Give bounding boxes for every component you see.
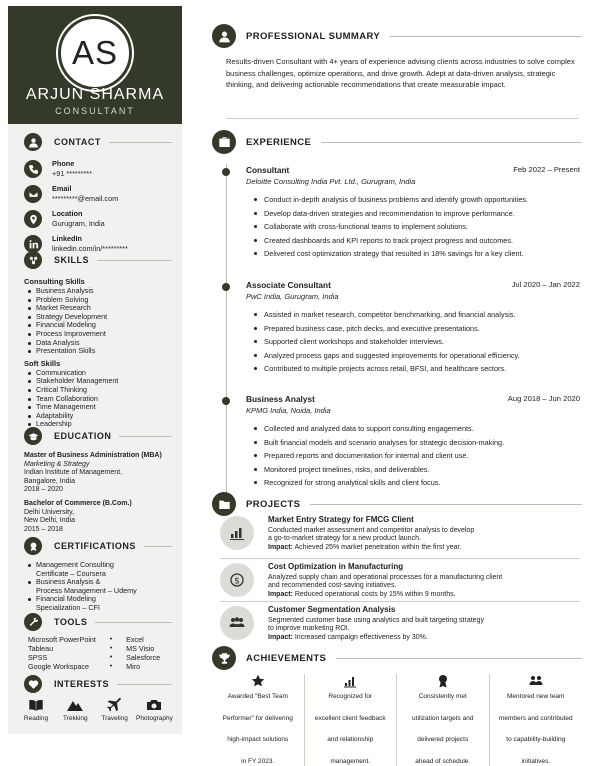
job-bullet: Recognized for strong analytical skills and client focus. <box>258 476 580 490</box>
job-bullet: Collaborate with cross-functional teams to implement solutions. <box>258 220 580 234</box>
timeline-dot <box>222 168 230 176</box>
tool-item: Microsoft PowerPoint <box>28 635 96 644</box>
briefcase-icon <box>212 130 236 154</box>
timeline-dot <box>222 283 230 291</box>
job-title: Business Analyst <box>246 394 315 404</box>
achievement-text: initiatives. <box>521 757 551 765</box>
star-icon <box>251 674 265 688</box>
skill-item: Process Improvement <box>28 330 182 339</box>
linkedin-value[interactable]: linkedin.com/in/********* <box>52 243 128 253</box>
skill-item: Team Collaboration <box>28 395 182 404</box>
skill-item: Communication <box>28 369 182 378</box>
skill-item: Adaptability <box>28 412 182 421</box>
project-impact: Increased campaign effectiveness by 30%. <box>294 634 428 642</box>
edu-city: New Delhi, India <box>24 517 75 525</box>
achievement-item <box>397 674 490 766</box>
linkedin-label: LinkedIn <box>52 234 82 243</box>
job-bullet: Monitored project timelines, risks, and deliverables. <box>258 463 580 477</box>
project-desc: Segmented customer base using analytics and built targeting strategy <box>268 616 484 624</box>
tool-item: Salesforce <box>126 653 161 662</box>
skill-item: Stakeholder Management <box>28 377 182 386</box>
experience-header <box>212 130 582 154</box>
project-impact: Reduced operational costs by 15% within 9 months. <box>294 591 456 599</box>
project-item <box>220 563 580 600</box>
person-icon <box>212 24 236 48</box>
project-desc: and recommended cost-saving initiatives. <box>268 582 397 590</box>
graduation-cap-icon <box>24 427 42 445</box>
achievement-text: delivered projects <box>417 736 469 744</box>
profile-role: CONSULTANT <box>55 106 135 116</box>
interest-photography <box>136 698 172 722</box>
achievements-title: ACHIEVEMENTS <box>246 652 327 664</box>
achievement-text: to capability-building <box>506 736 566 744</box>
profile-name: ARJUN SHARMA <box>25 86 165 103</box>
achievement-text: high-impact solutions <box>227 736 289 744</box>
project-item <box>220 606 580 643</box>
interest-label: Trekking <box>62 715 88 722</box>
timeline-dot <box>222 397 230 405</box>
divider <box>220 558 580 559</box>
location-icon <box>24 210 42 228</box>
job-bullet: Delivered cost optimization strategy that resulted in 18% savings for a key client. <box>258 247 580 261</box>
divider <box>226 118 578 119</box>
interest-trekking <box>57 698 93 722</box>
phone-icon <box>24 160 42 178</box>
email-icon <box>24 185 42 203</box>
sidebar <box>8 6 182 734</box>
certification-provider: Process Management – Udemy <box>36 585 137 595</box>
skill-item: Presentation Skills <box>28 347 182 356</box>
education-section <box>8 426 182 534</box>
certification-provider: Specialization – CFI <box>36 602 100 612</box>
achievement-text: excellent client feedback <box>314 714 386 722</box>
interest-label: Photography <box>135 715 173 722</box>
achievement-item <box>305 674 398 766</box>
job-item <box>226 394 580 490</box>
skills-title: SKILLS <box>54 255 90 265</box>
skills-icon <box>24 251 42 269</box>
interest-reading <box>18 698 54 722</box>
tools-icon <box>24 613 42 631</box>
summary-title: PROFESSIONAL SUMMARY <box>246 30 381 42</box>
interests-section <box>8 674 182 722</box>
group-icon <box>220 606 254 640</box>
soft-skills-list <box>8 369 182 429</box>
tool-item: Excel <box>126 635 144 644</box>
experience-title: EXPERIENCE <box>246 136 312 148</box>
job-bullet: Analyzed process gaps and suggested improvements for operational efficiency. <box>258 349 580 363</box>
job-bullet: Prepared reports and documentation for internal and client use. <box>258 449 580 463</box>
project-desc: a go-to-market strategy for a new product launch. <box>268 535 421 543</box>
job-bullet: Supported client workshops and stakeholder interviews. <box>258 335 580 349</box>
divider <box>220 601 580 602</box>
job-bullets <box>226 308 580 376</box>
job-bullet: Conduct in-depth analysis of business problems and identify growth opportunities. <box>258 193 580 207</box>
job-bullet: Contributed to multiple projects across retail, BFSI, and healthcare sectors. <box>258 362 580 376</box>
impact-label: Impact: <box>268 591 293 599</box>
phone-label: Phone <box>52 159 75 168</box>
person-icon <box>24 133 42 151</box>
interests-list <box>8 694 182 722</box>
impact-label: Impact: <box>268 634 293 642</box>
contact-title: CONTACT <box>54 137 101 147</box>
skill-item: Time Management <box>28 403 182 412</box>
achievement-item <box>212 674 305 766</box>
job-company: PwC India, Gurugram, India <box>246 292 339 301</box>
tool-item: Google Workspace <box>28 662 89 671</box>
job-bullet: Collected and analyzed data to support consulting engagements. <box>258 422 580 436</box>
job-item <box>226 280 580 376</box>
edu-school: Delhi University, <box>24 508 75 516</box>
avatar <box>58 16 132 90</box>
camera-icon <box>146 698 162 712</box>
achievements-list <box>212 674 582 766</box>
achievement-text: Mentored new team <box>507 693 565 700</box>
skill-item: Problem Solving <box>28 296 182 305</box>
profile-header <box>8 6 182 124</box>
project-impact: Achieved 25% market penetration within the first year. <box>294 544 462 552</box>
achievement-text: and relationship <box>327 736 374 744</box>
job-bullets <box>226 422 580 490</box>
achievement-item <box>490 674 583 766</box>
certifications-title: CERTIFICATIONS <box>54 541 136 551</box>
job-bullet: Built financial models and scenario analyses for strategic decision-making. <box>258 436 580 450</box>
achievement-text: Recognized for <box>328 693 373 700</box>
email-label: Email <box>52 184 72 193</box>
soft-skills-title: Soft Skills <box>24 358 61 368</box>
skills-section <box>8 250 182 429</box>
svg-text:$: $ <box>234 576 240 587</box>
education-item-mba <box>8 452 182 495</box>
certifications-section <box>8 536 182 613</box>
edu-years: 2018 – 2020 <box>24 486 63 494</box>
certification-name: Business Analysis & <box>36 577 101 587</box>
certifications-list <box>8 561 182 613</box>
job-item <box>226 165 580 261</box>
certificate-icon <box>24 537 42 555</box>
tools-section <box>8 612 182 671</box>
project-desc: Analyzed supply chain and operational processes for a manufacturing client <box>268 573 503 581</box>
chart-icon <box>343 674 357 688</box>
job-company: Deloitte Consulting India Pvt. Ltd., Gurugram, India <box>246 177 416 186</box>
projects-header <box>212 492 582 516</box>
achievement-text: Consistently met <box>418 693 467 700</box>
job-title: Consultant <box>246 165 290 175</box>
consulting-skills-list <box>8 287 182 356</box>
edu-degree: Bachelor of Commerce (B.Com.) <box>24 499 132 507</box>
job-bullet: Created dashboards and KPI reports to track project progress and outcomes. <box>258 234 580 248</box>
job-dates: Jul 2020 – Jan 2022 <box>511 280 580 289</box>
skill-item: Data Analysis <box>28 339 182 348</box>
project-title: Cost Optimization in Manufacturing <box>268 562 404 571</box>
tool-item: MS Visio <box>126 644 155 653</box>
mountain-icon <box>67 698 83 712</box>
edu-spec: Marketing & Strategy <box>24 460 90 468</box>
project-item <box>220 516 580 553</box>
skill-item: Financial Modeling <box>28 321 182 330</box>
folder-icon <box>212 492 236 516</box>
achievement-text: Awarded "Best Team <box>227 693 288 700</box>
job-bullet: Prepared business case, pitch decks, and executive presentations. <box>258 322 580 336</box>
summary-text: Results-driven Consultant with 4+ years of experience advising clients across industries to solve complex business challenges, optimize operations, and drive growth. Adept at data-driven analysis, strategic thinking, and delivering actionable recommendations that create measurable impact. <box>226 57 575 89</box>
edu-city: Bangalore, India <box>24 477 75 485</box>
achievement-text: management. <box>330 757 371 765</box>
education-item-bcom <box>8 500 182 534</box>
consulting-skills-title: Consulting Skills <box>24 277 85 286</box>
contact-phone <box>8 159 182 178</box>
phone-value[interactable]: +91 ********* <box>52 168 92 178</box>
trophy-icon <box>212 646 236 670</box>
job-dates: Feb 2022 – Present <box>513 165 580 174</box>
location-value: Gurugram, India <box>52 218 105 228</box>
certification-item <box>28 578 182 595</box>
heart-icon <box>24 675 42 693</box>
achievement-text: members and contributed <box>498 714 573 722</box>
edu-years: 2015 – 2018 <box>24 525 63 533</box>
summary-header <box>212 24 582 48</box>
skill-item: Market Research <box>28 304 182 313</box>
impact-label: Impact: <box>268 544 293 552</box>
edu-degree: Master of Business Administration (MBA) <box>24 452 162 459</box>
education-title: EDUCATION <box>54 431 112 441</box>
interest-label: Reading <box>23 715 49 722</box>
bar-chart-icon <box>220 516 254 550</box>
avatar-initials: AS <box>71 34 119 71</box>
job-dates: Aug 2018 – Jun 2020 <box>507 394 580 403</box>
project-title: Market Entry Strategy for FMCG Client <box>268 515 414 524</box>
job-bullet: Assisted in market research, competitor benchmarking, and financial analysis. <box>258 308 580 322</box>
achievement-text: in FY 2023. <box>241 757 275 765</box>
tools-list: Microsoft PowerPoint • Excel Tableau • MS Visio SPSS • Salesforce Google Workspace • Miro <box>8 635 168 671</box>
tools-title: TOOLS <box>54 617 88 627</box>
tool-item: Miro <box>126 662 141 671</box>
job-title: Associate Consultant <box>246 280 331 290</box>
project-desc: to improve marketing ROI. <box>268 625 350 633</box>
certification-provider: Certificate – Coursera <box>36 568 106 578</box>
book-icon <box>28 698 44 712</box>
contact-email <box>8 184 182 203</box>
skill-item: Strategy Development <box>28 313 182 322</box>
project-desc: Conducted market assessment and competitor analysis to develop <box>268 526 475 534</box>
job-bullets <box>226 193 580 261</box>
certification-name: Financial Modeling <box>36 594 96 604</box>
tool-item: SPSS <box>28 653 48 662</box>
project-title: Customer Segmentation Analysis <box>268 605 396 614</box>
job-company: KPMG India, Noida, India <box>246 406 331 415</box>
job-bullet: Develop data-driven strategies and recommendation to improve performance. <box>258 207 580 221</box>
certification-name: Management Consulting <box>36 560 114 569</box>
contact-section <box>8 132 182 253</box>
achievement-text: utilization targets and <box>412 714 474 722</box>
contact-location <box>8 209 182 228</box>
interest-traveling <box>97 698 133 722</box>
projects-title: PROJECTS <box>246 498 301 510</box>
plane-icon <box>107 698 123 712</box>
skill-item: Leadership <box>28 420 182 429</box>
interests-title: INTERESTS <box>54 679 110 689</box>
skill-item: Critical Thinking <box>28 386 182 395</box>
edu-school: Indian Institute of Management, <box>24 469 123 477</box>
location-label: Location <box>52 209 83 218</box>
achievement-text: Performer" for delivering <box>222 714 293 722</box>
certification-item <box>28 595 182 612</box>
tool-item: Tableau <box>28 644 54 653</box>
achievements-header <box>212 646 582 670</box>
money-icon <box>220 563 254 597</box>
certification-item <box>28 561 182 578</box>
skill-item: Business Analysis <box>28 287 182 296</box>
interest-label: Traveling <box>101 715 128 722</box>
email-value[interactable]: *********@email.com <box>52 193 119 203</box>
medal-icon <box>436 674 450 688</box>
people-icon <box>529 674 543 688</box>
achievement-text: ahead of schedule. <box>415 757 471 765</box>
